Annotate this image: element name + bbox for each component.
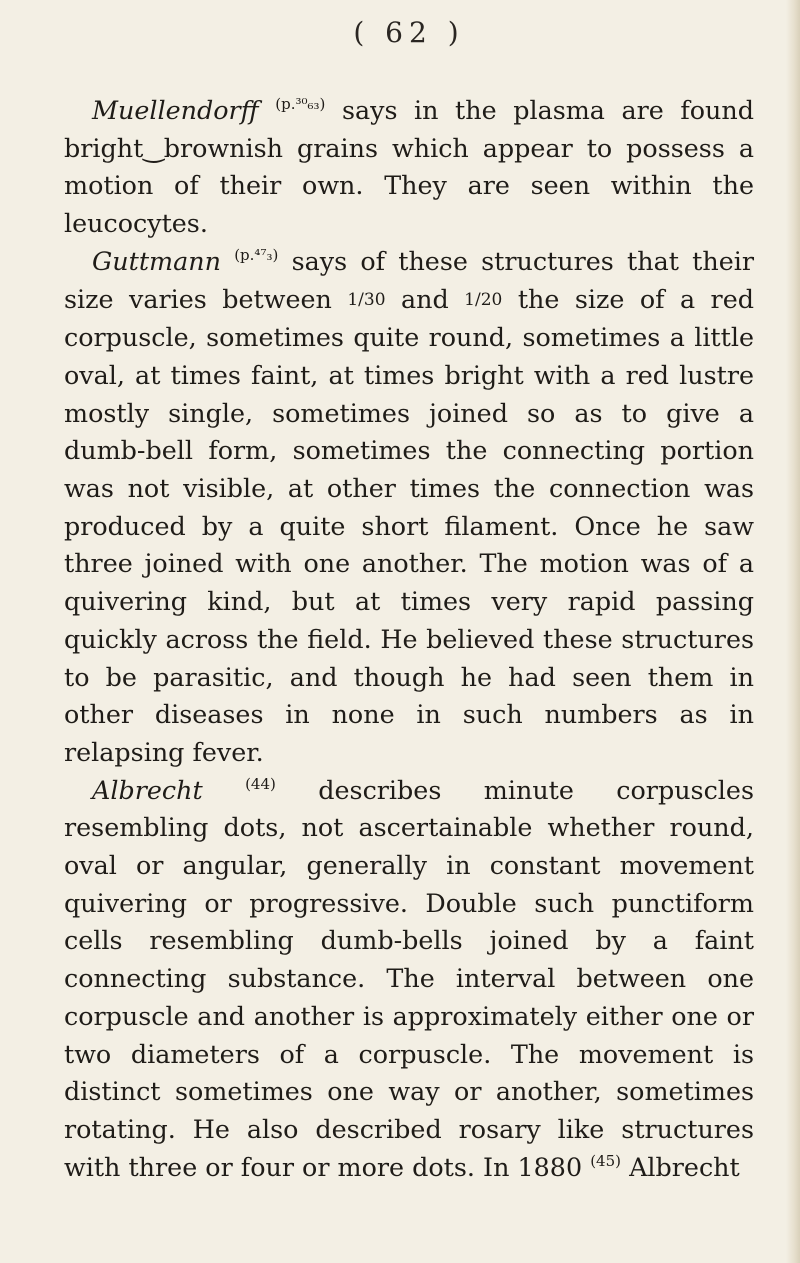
author-name: Muellendorff [92,95,259,125]
author-name: Albrecht [92,774,203,805]
citation-ref: (p.³⁰₆₃) [275,95,326,113]
paragraph-text: and [400,283,449,314]
citation-ref: (44) [245,774,276,793]
fraction: 1/30 [347,289,386,310]
page-body [64,92,754,1186]
paragraph-text: says in the plasma are found bright‿brownish grains which appear to possess a motion of their own. They are seen within the leucocytes. [64,95,755,239]
paragraph-text: says of these structures that their size varies between [64,245,754,314]
page-edge [786,0,800,1263]
paragraph-text: Albrecht [629,1151,740,1182]
page-number-header: ( 62 ) [353,16,465,49]
author-name: Guttmann [92,245,221,276]
fraction: 1/20 [464,289,503,310]
paragraph-albrecht [64,772,754,1187]
citation-ref: (p.⁴⁷₃) [234,245,279,264]
paragraph-text: the size of a red corpuscle, sometimes quite round, sometimes a little oval, at times faint, at times bright with a red lustre mostly single, sometimes joined so as to give a dumb-bell form, sometimes the connecting portion was not visible, at other times the connection was produced by a quite short filament. Once he saw three joined with one another. The motion was of a quivering kind, but at times very rapid passing quickly across the field. He believed these structures to be parasitic, and though he had seen them in other diseases in none in such numbers as in relapsing fever. [64,283,754,767]
paragraph-guttmann [64,243,754,772]
citation-ref: (45) [590,1151,621,1170]
paragraph-muellendorff [64,92,754,243]
paragraph-text: describes minute corpuscles resembling dots, not ascertainable whether round, oval or angular, generally in constant movement quivering or progressive. Double such punctiform cells resembling dumb-bells joined by a faint connecting substance. The interval between one corpuscle and another is approximately either one or two diameters of a corpuscle. The movement is distinct sometimes one way or another, sometimes rotating. He also described rosary like structures with three or four or more dots. In 1880 [64,774,754,1182]
book-page [64,0,754,1186]
